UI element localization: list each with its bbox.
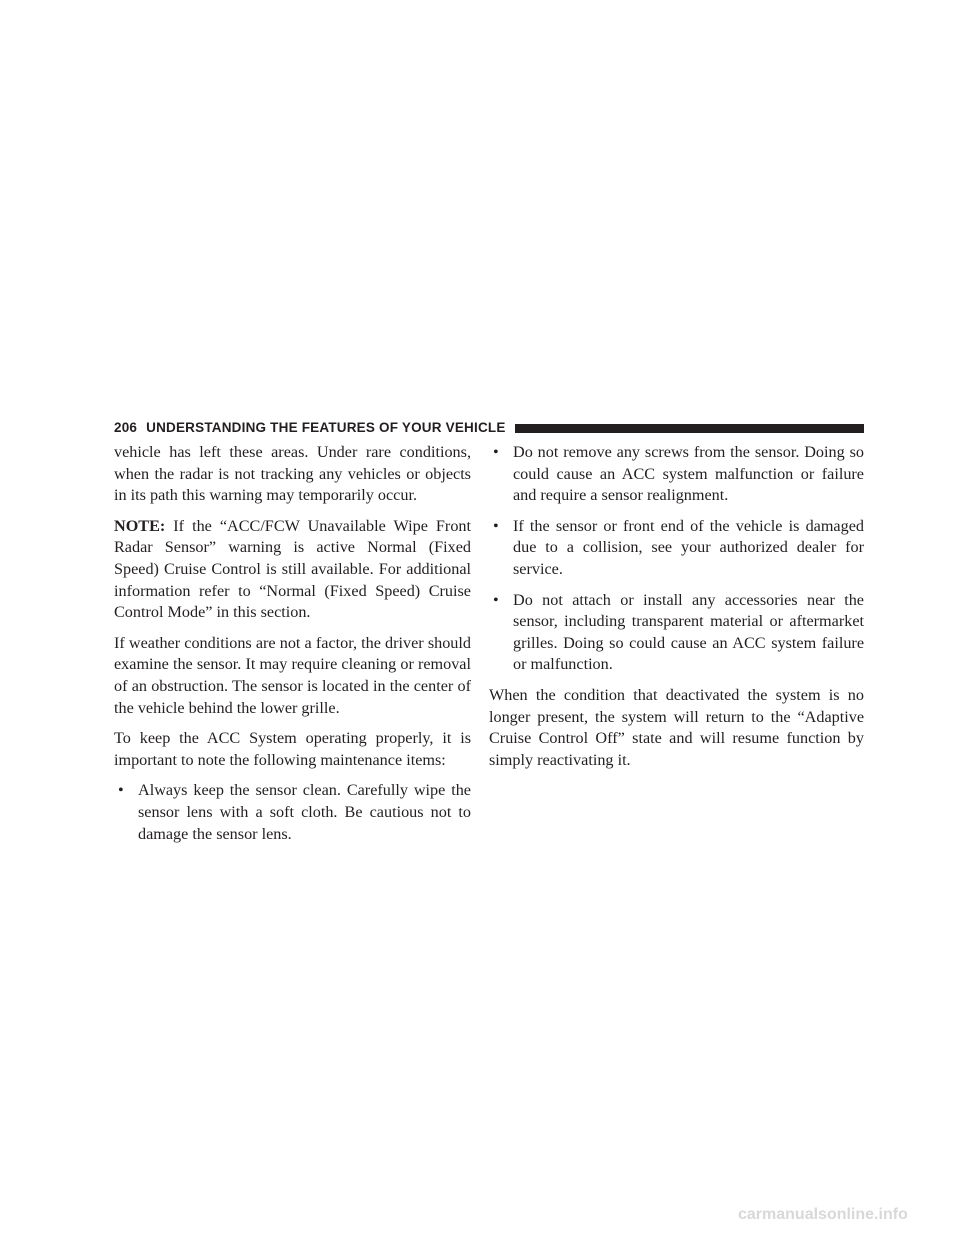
section-title: UNDERSTANDING THE FEATURES OF YOUR VEHICLE: [146, 419, 506, 435]
list-item-text: Do not attach or install any accessories near the sensor, including transparent material or aftermarket grilles. Doing so could cause an ACC system failure or malfunction.: [513, 590, 864, 674]
note-label: NOTE:: [114, 516, 166, 535]
paragraph-maintenance: To keep the ACC System operating properly, it is important to note the following maintenance items:: [114, 729, 471, 769]
maintenance-list-right: [489, 442, 864, 676]
paragraph-weather: If weather conditions are not a factor, the driver should examine the sensor. It may require cleaning or removal of an obstruction. The sensor is located in the center of the vehicle behind the lower grille.: [114, 633, 471, 717]
right-column: [489, 442, 864, 780]
list-item: [114, 780, 471, 845]
list-item: [489, 516, 864, 581]
watermark: carmanualsonline.info: [738, 1206, 908, 1223]
list-item: [489, 442, 864, 507]
bullet-icon: •: [118, 781, 124, 800]
maintenance-list-left: [114, 780, 471, 845]
bullet-icon: •: [493, 443, 499, 461]
page-number: 206: [114, 419, 138, 435]
left-column: [114, 442, 471, 854]
header-rule: [515, 424, 864, 433]
list-item: [489, 590, 864, 676]
note-paragraph: [114, 516, 471, 624]
list-item-text: Always keep the sensor clean. Carefully wipe the sensor lens with a soft cloth. Be cautious not to damage the sensor lens.: [138, 781, 471, 843]
list-item-text: Do not remove any screws from the sensor. Doing so could cause an ACC system malfunction or failure and require a sensor realignment.: [513, 443, 864, 505]
bullet-icon: •: [493, 516, 499, 535]
list-item-text: If the sensor or front end of the vehicle is damaged due to a collision, see your authorized dealer for service.: [513, 516, 864, 578]
paragraph-condition: When the condition that deactivated the system is no longer present, the system will return to the “Adaptive Cruise Control Off” state and will resume function by simply reactivating it.: [489, 685, 864, 769]
note-text: If the “ACC/FCW Unavailable Wipe Front Radar Sensor” warning is active Normal (Fixed Speed) Cruise Control is still available. For additional information refer to “Normal (Fixed Speed) Cruise Control Mode” in this section.: [114, 516, 471, 622]
paragraph-continuation: vehicle has left these areas. Under rare conditions, when the radar is not tracking any vehicles or objects in its path this warning may temporarily occur.: [114, 443, 471, 505]
bullet-icon: •: [493, 590, 499, 609]
page-header: [114, 416, 864, 438]
